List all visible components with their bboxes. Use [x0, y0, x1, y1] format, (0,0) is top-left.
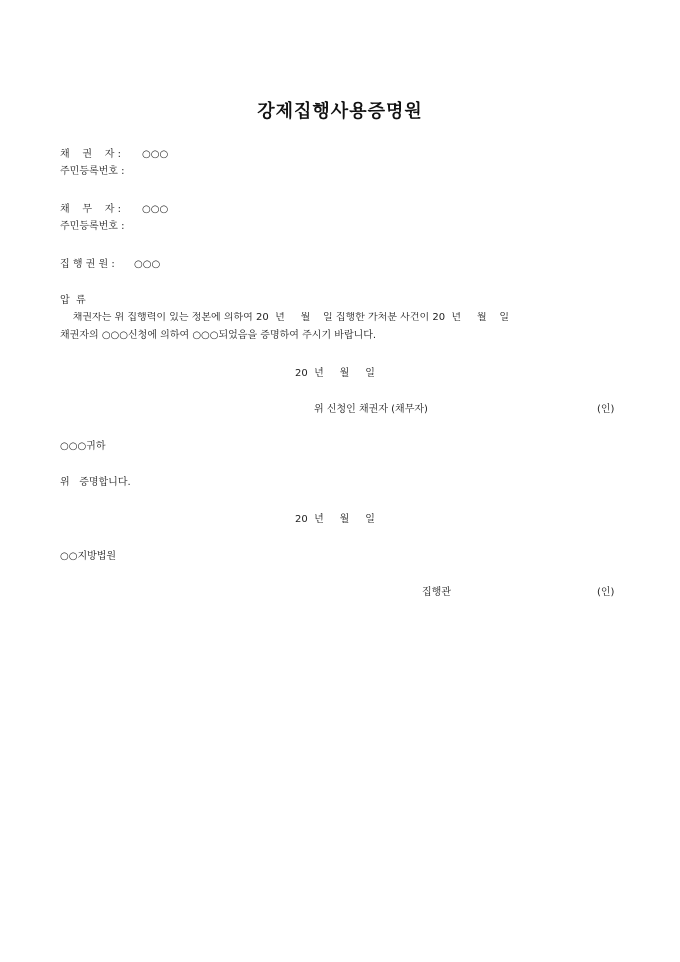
creditor-label: 채 권 자 :: [60, 149, 121, 160]
seizure-line-1: 채권자는 위 집행력이 있는 정본에 의하여 20 년 월 일 집행한 가처분 사건이 20 년 월 일: [60, 312, 510, 323]
document-title: 강제집행사용증명원: [257, 101, 423, 122]
applicant-seal: (인): [597, 404, 615, 415]
application-date: 20 년 월 일: [295, 368, 375, 379]
debtor-id-label: 주민등록번호 :: [60, 221, 125, 232]
seizure-line-2: 채권자의 ○○○신청에 의하여 ○○○되었음을 증명하여 주시기 바랍니다.: [60, 330, 377, 341]
applicant-label: 위 신청인 채권자 (채무자): [314, 404, 428, 415]
court-name: ○○지방법원: [60, 551, 117, 562]
enforcement-name: ○○○: [134, 259, 161, 270]
debtor-name: ○○○: [142, 204, 169, 215]
creditor-id-label: 주민등록번호 :: [60, 166, 125, 177]
certify-statement: 위 증명합니다.: [60, 477, 131, 488]
addressee: ○○○귀하: [60, 441, 106, 452]
officer-seal: (인): [597, 587, 615, 598]
debtor-label: 채 무 자 :: [60, 204, 121, 215]
officer-label: 집행관: [422, 587, 451, 598]
seizure-heading: 압 류: [60, 295, 86, 306]
creditor-name: ○○○: [142, 149, 169, 160]
enforcement-label: 집 행 권 원 :: [60, 259, 115, 270]
certification-date: 20 년 월 일: [295, 514, 375, 525]
